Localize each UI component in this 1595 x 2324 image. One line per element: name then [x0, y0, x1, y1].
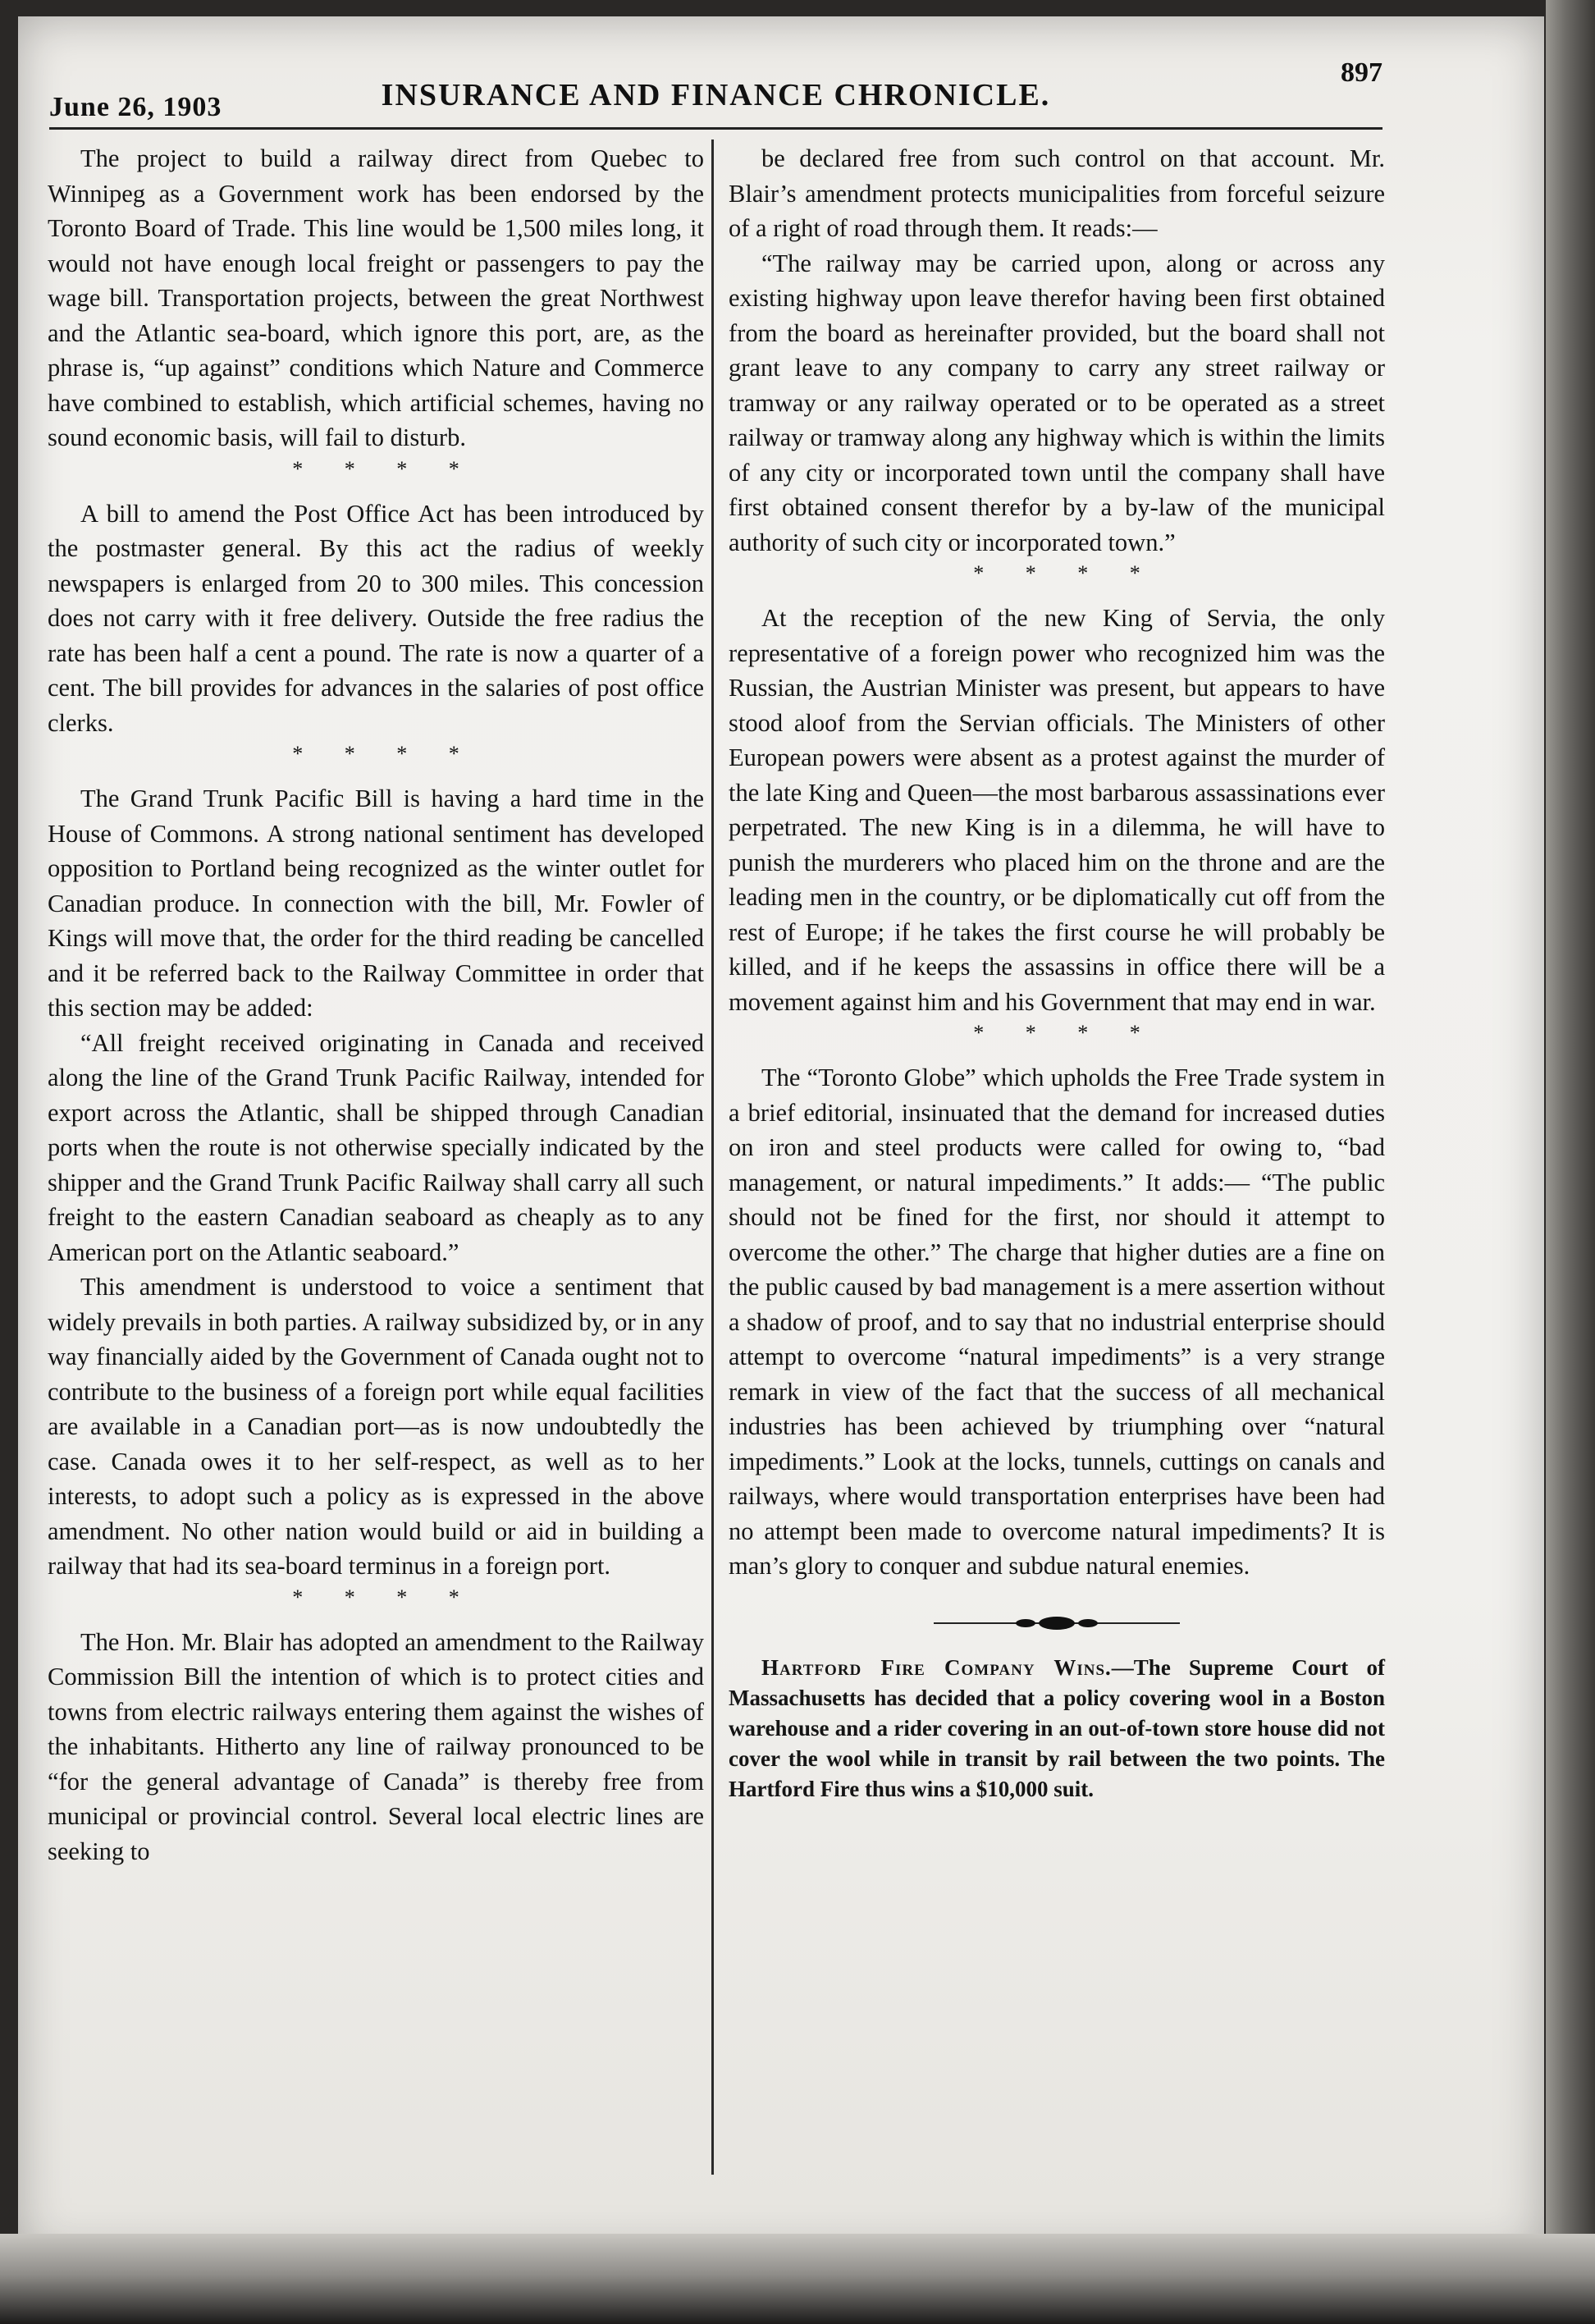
column-divider [711, 140, 714, 2175]
article-amendment-commentary: This amendment is understood to voice a sentiment that widely prevails in both parties. A railway subsidized by, or in any way financially aided by the Government of Canada ought not to contribute to the business of a foreign port while equal facilities are available in a Canadian port—as is now undoubtedly the case. Canada owes it to her self-respect, as well as to her interests, to adopt such a policy as is expressed in the above amendment. No other nation would build or aid in building a railway that had its sea-board terminus in a foreign port. [48, 1273, 704, 1580]
news-note-hartford [729, 1653, 1385, 1805]
header-rule [49, 127, 1382, 130]
section-separator: * * * * [292, 456, 478, 481]
article-toronto-globe: The “Toronto Globe” which upholds the Free Trade system in a brief editorial, insinuated that the demand for increased duties on iron and steel products were called for owing to, “bad management, or natural impediments.” It adds:— “The public should not be fined for the first, nor should it attempt to overcome the other.” The charge that higher duties are a fine on the public caused by bad management is a mere assertion without a shadow of proof, and to say that no industrial enterprise should attempt to overcome “natural impediments” is a very strange remark in view of the fact that the success of all mechanical industries has been achieved by triumphing over “natural impediments.” Look at the locks, tunnels, cuttings on canals and railways, where would transportation enterprises have been had no attempt been made to overcome natural impediments? It is man’s glory to conquer and subdue natural enemies. [729, 1064, 1385, 1580]
article-grand-trunk-pacific: The Grand Trunk Pacific Bill is having a hard time in the House of Commons. A strong national sentiment has developed opposition to Portland being recognized as the winter outlet for Canadian produce. In connection with the bill, Mr. Fowler of Kings will move that, the order for the third reading be cancelled and it be referred back to the Railway Committee in order that this section may be added: [48, 785, 704, 1022]
amendment-quote: “All freight received originating in Canada and received along the line of the Grand Trunk Pacific Railway, intended for export across the Atlantic, shall be shipped through Canadian ports when the route is not otherwise specially indicated by the shipper and the Grand Trunk Pacific Railway shall carry all such freight to the eastern Canadian seaboard as cheaply as to any American port on the Atlantic seaboard.” [48, 1028, 704, 1266]
section-separator: * * * * [973, 561, 1159, 585]
issue-date: June 26, 1903 [49, 92, 222, 122]
right-column [729, 141, 1385, 1805]
ornament-divider [934, 1612, 1180, 1635]
note-body: —The Supreme Court of Massachusetts has decided that a policy covering wool in a Boston warehouse and a rider covering in an out-of-town store house did not cover the wool while in transit by rail between the two points. The Hartford Fire thus wins a $10,000 suit. [729, 1654, 1386, 1801]
section-separator: * * * * [292, 742, 478, 766]
section-separator: * * * * [973, 1021, 1159, 1045]
note-heading: Hartford Fire Company Wins. [761, 1654, 1112, 1680]
article-railway-commission-bill: The Hon. Mr. Blair has adopted an amendment to the Railway Commission Bill the intention of which is to protect cities and towns from electric railways entering them against the wishes of the inhabitants. Hitherto any line of railway pronounced to be “for the general advantage of Canada” is thereby free from municipal or provincial control. Several local electric lines are seeking to [48, 1627, 704, 1865]
article-king-of-servia: At the reception of the new King of Servia, the only representative of a foreign power who recognized him was the Russian, the Austrian Minister was present, but appears to have stood aloof from the Servian officials. The Ministers of other European powers were absent as a protest against the murder of the late King and Queen—the most barbarous assassinations ever perpetrated. The new King is in a dilemma, he will have to punish the murderers who placed him on the throne and are the leading men in the country, or be diplomatically cut off from the rest of Europe; if he takes the first course he will probably be killed, and if he keeps the assassins in office there will be a movement against him and his Government that may end in war. [729, 604, 1385, 1016]
section-separator: * * * * [292, 1585, 478, 1609]
page-number: 897 [1341, 57, 1382, 88]
article-quebec-winnipeg-railway: The project to build a railway direct from Quebec to Winnipeg as a Government work has been endorsed by the Toronto Board of Trade. This line would be 1,500 miles long, it would not have enough local freight or passengers to pay the wage bill. Transportation projects, between the great Northwest and the Atlantic sea-board, which ignore this port, are, as the phrase is, “up against” conditions which Nature and Commerce have combined to establish, which artificial schemes, having no sound economic basis, will fail to disturb. [48, 144, 704, 451]
blair-amendment-quote: “The railway may be carried upon, along or across any existing highway upon leave therefor having been first obtained from the board as hereinafter provided, but the board shall not grant leave to any company to carry any street railway or tramway or any railway operated or to be operated as a street railway or tramway along any highway which is within the limits of any city or incorporated town until the company shall have first obtained consent therefor by a by-law of the municipal authority of such city or incorporated town.” [729, 249, 1385, 556]
article-post-office-act: A bill to amend the Post Office Act has been introduced by the postmaster general. By this act the radius of weekly newspapers is enlarged from 20 to 300 miles. This concession does not carry with it free delivery. Outside the free radius the rate has been half a cent a pound. The rate is now a quarter of a cent. The bill provides for advances in the salaries of post office clerks. [48, 499, 704, 737]
scan-right-edge [1546, 0, 1595, 2324]
scan-bottom-edge [0, 2234, 1595, 2324]
article-railway-commission-continued: be declared free from such control on that account. Mr. Blair’s amendment protects municipalities from forceful seizure of a right of road through them. It reads:— [729, 144, 1385, 242]
page-header [49, 57, 1382, 123]
left-column [48, 141, 704, 1869]
publication-title: INSURANCE AND FINANCE CHRONICLE. [381, 78, 1051, 112]
